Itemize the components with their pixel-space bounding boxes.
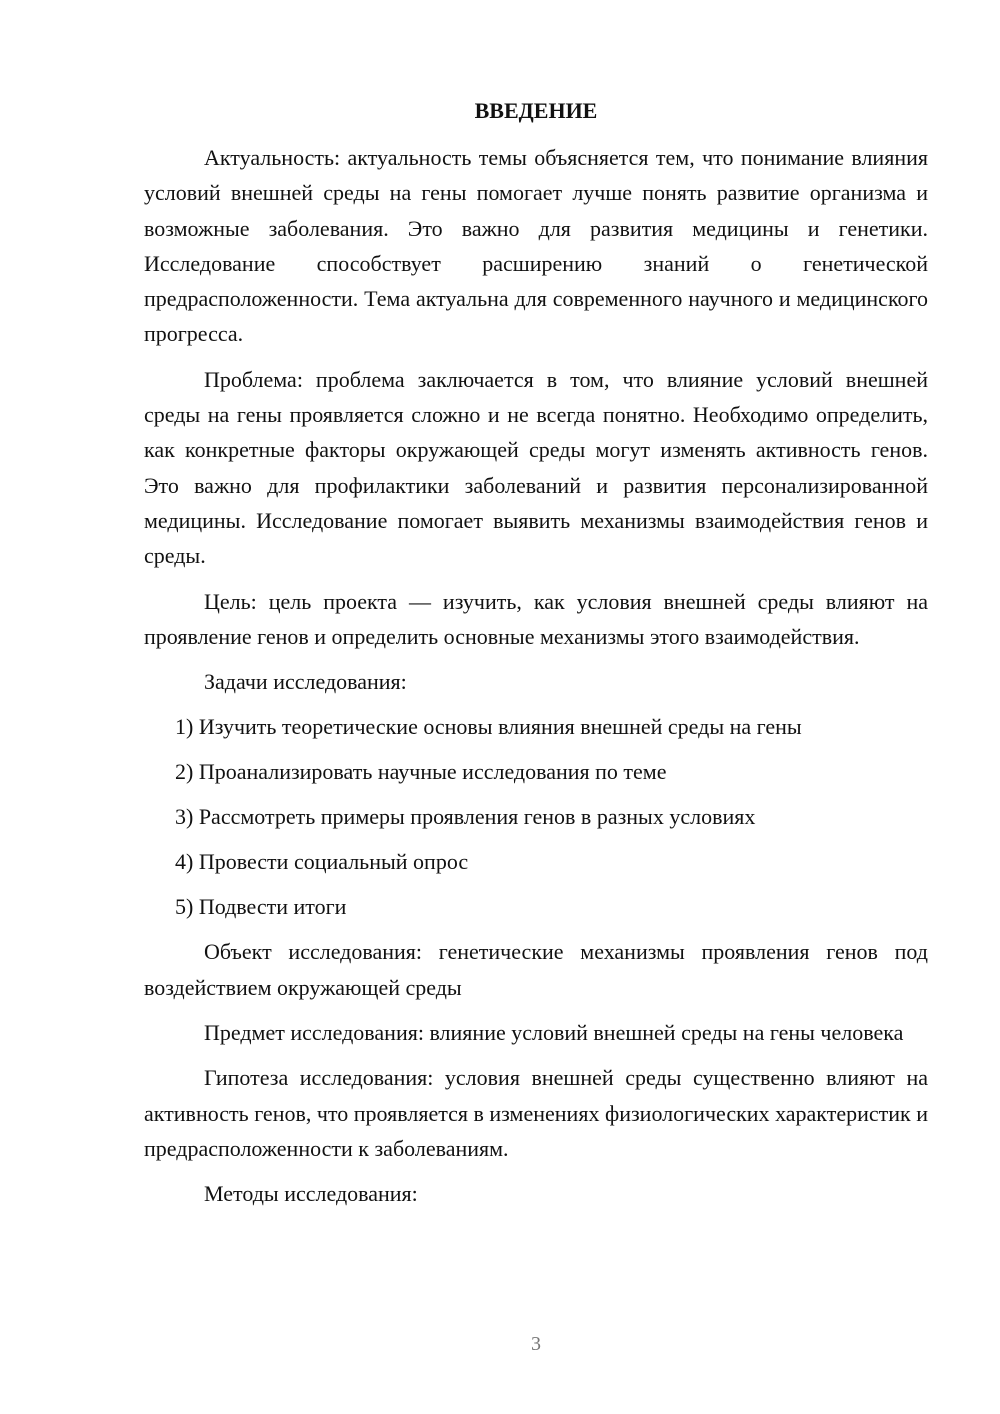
page-content — [144, 96, 928, 1222]
tasks-heading: Задачи исследования: — [204, 669, 407, 695]
subject-paragraph: Предмет исследования: влияние условий внешней среды на гены человека — [204, 1020, 904, 1046]
methods-heading: Методы исследования: — [204, 1181, 418, 1207]
problem-paragraph: Проблема: проблема заключается в том, что влияние условий внешней среды на гены проявляется сложно и не всегда понятно. Необходимо определить, как конкретные факторы окружающей среды могут изменять активность генов. Это важно для профилактики заболеваний и развития персонализированной медицины. Исследование помогает выявить механизмы взаимодействия генов и среды. — [144, 366, 928, 569]
list-item: 4) Провести социальный опрос — [175, 849, 469, 875]
tasks-list — [144, 709, 928, 924]
list-item: 1) Изучить теоретические основы влияния внешней среды на гены — [175, 714, 802, 740]
list-item: 2) Проанализировать научные исследования по теме — [175, 759, 667, 785]
page-number: 3 — [531, 1333, 541, 1355]
object-paragraph: Объект исследования: генетические механизмы проявления генов под воздействием окружающей среды — [144, 939, 928, 1000]
goal-paragraph: Цель: цель проекта — изучить, как условия внешней среды влияют на проявление генов и определить основные механизмы этого взаимодействия. — [144, 588, 928, 649]
page-title: ВВЕДЕНИЕ — [474, 98, 598, 123]
hypothesis-paragraph: Гипотеза исследования: условия внешней среды существенно влияют на активность генов, что проявляется в изменениях физиологических характеристик и предрасположенности к заболеваниям. — [144, 1065, 928, 1161]
list-item: 5) Подвести итоги — [175, 894, 347, 920]
relevance-paragraph: Актуальность: актуальность темы объясняется тем, что понимание влияния условий внешней среды на гены помогает лучше понять развитие организма и возможные заболевания. Это важно для развития медицины и генетики. Исследование способствует расширению знаний о генетической предрасположенности. Тема актуальна для современного научного и медицинского прогресса. — [144, 145, 928, 347]
list-item: 3) Рассмотреть примеры проявления генов в разных условиях — [175, 804, 756, 830]
